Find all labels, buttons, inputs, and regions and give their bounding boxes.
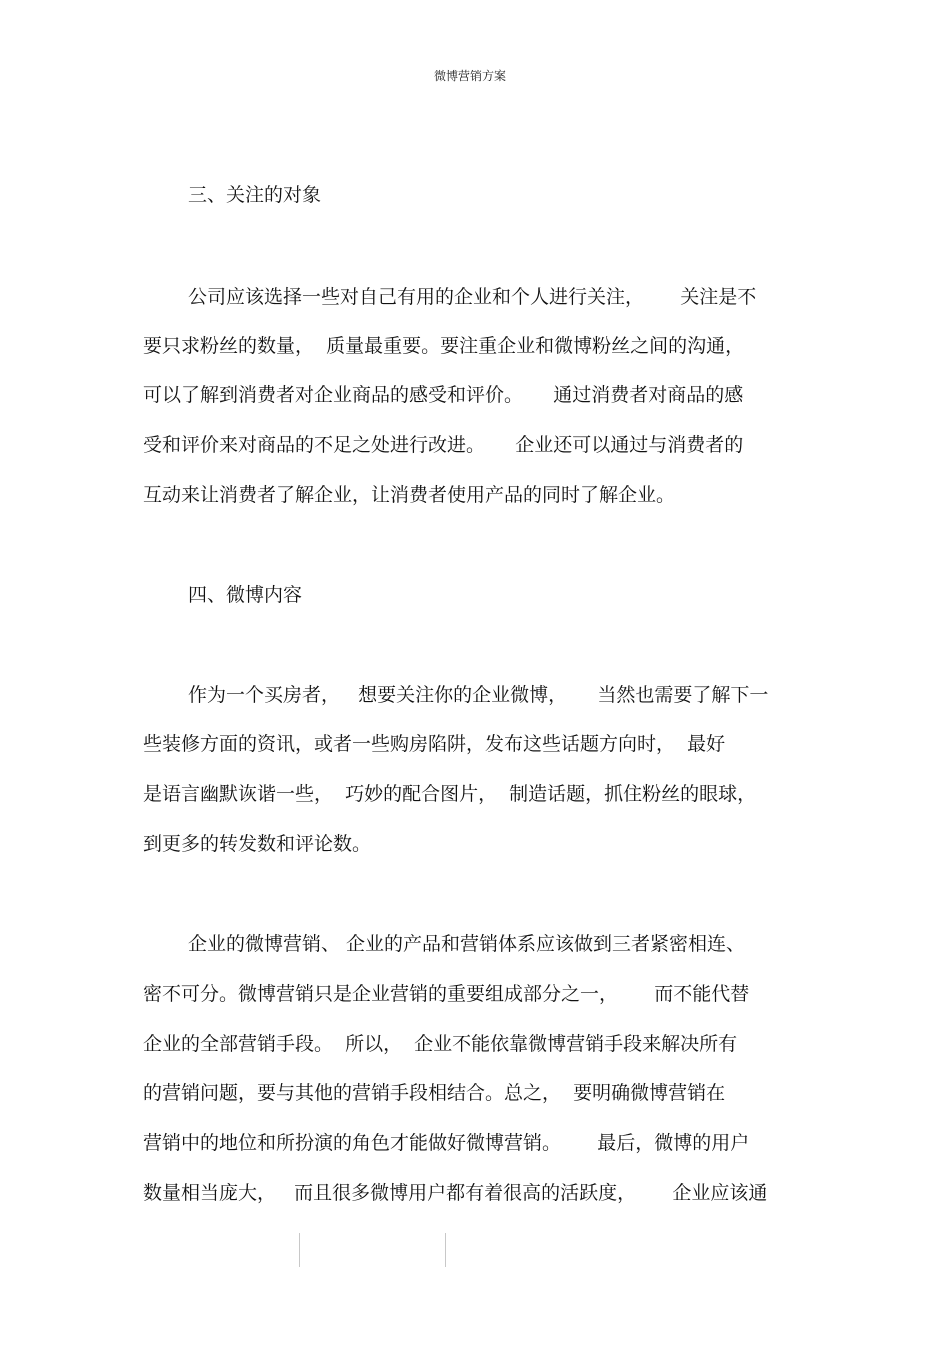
page-header-title: 微博营销方案 <box>433 69 506 83</box>
paragraph-line: 数量相当庞大， 而且很多微博用户都有着很高的活跃度， 企业应该通 <box>143 1182 768 1204</box>
paragraph-line: 的营销问题，要与其他的营销手段相结合。总之， 要明确微博营销在 <box>143 1082 726 1104</box>
paragraph-line: 公司应该选择一些对自己有用的企业和个人进行关注， 关注是不 <box>188 286 757 308</box>
footer-divider-left <box>299 1233 300 1267</box>
paragraph-line: 些装修方面的资讯，或者一些购房陷阱，发布这些话题方向时， 最好 <box>143 733 726 755</box>
paragraph-line: 互动来让消费者了解企业，让消费者使用产品的同时了解企业。 <box>143 484 676 506</box>
footer-divider-right <box>445 1233 446 1267</box>
paragraph-line: 要只求粉丝的数量， 质量最重要。要注重企业和微博粉丝之间的沟通， <box>143 335 745 357</box>
paragraph-line: 受和评价来对商品的不足之处进行改进。 企业还可以通过与消费者的 <box>143 434 744 456</box>
paragraph-line: 可以了解到消费者对企业商品的感受和评价。 通过消费者对商品的感 <box>143 384 744 406</box>
section-heading-follow-targets: 三、关注的对象 <box>188 184 322 206</box>
paragraph-line: 企业的微博营销、 企业的产品和营销体系应该做到三者紧密相连、 <box>188 933 746 955</box>
section-heading-weibo-content: 四、微博内容 <box>188 584 303 606</box>
paragraph-line: 密不可分。微博营销只是企业营销的重要组成部分之一， 而不能代替 <box>143 983 750 1005</box>
paragraph-line: 作为一个买房者， 想要关注你的企业微博， 当然也需要了解下一 <box>188 684 769 706</box>
paragraph-line: 到更多的转发数和评论数。 <box>143 833 372 855</box>
paragraph-line: 是语言幽默诙谐一些， 巧妙的配合图片， 制造话题，抓住粉丝的眼球， <box>143 783 757 805</box>
paragraph-line: 企业的全部营销手段。 所以， 企业不能依靠微博营销手段来解决所有 <box>143 1033 738 1055</box>
paragraph-line: 营销中的地位和所扮演的角色才能做好微博营销。 最后，微博的用户 <box>143 1132 750 1154</box>
